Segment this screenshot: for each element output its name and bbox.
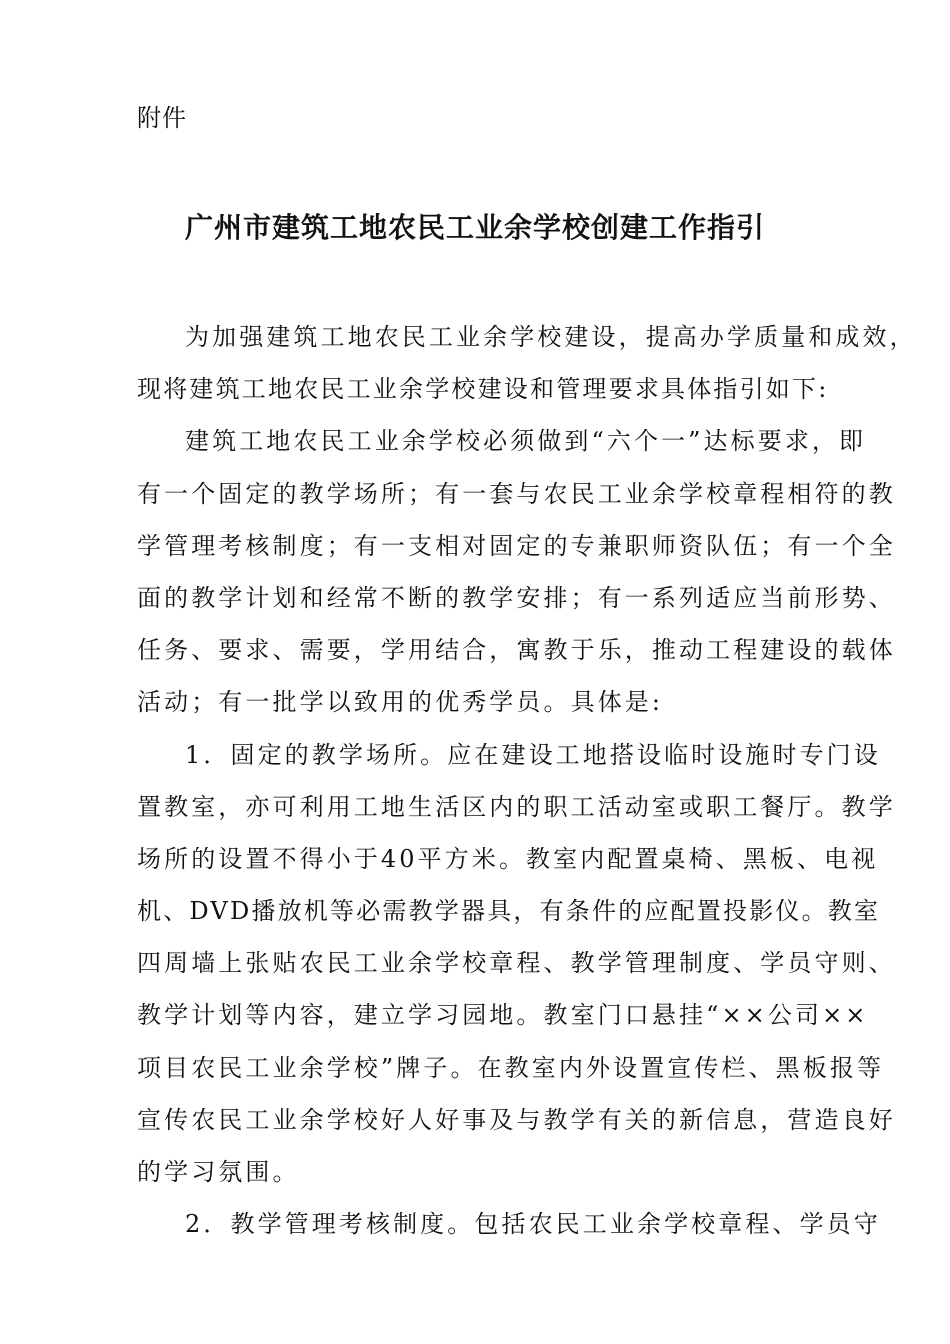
paragraph-line: 学管理考核制度；有一支相对固定的专兼职师资队伍；有一个全 (137, 531, 896, 560)
paragraph-line: 现将建筑工地农民工业余学校建设和管理要求具体指引如下: (137, 375, 829, 404)
paragraph-line: 2．教学管理考核制度。包括农民工业余学校章程、学员守 (185, 1210, 881, 1239)
document-title: 广州市建筑工地农民工业余学校创建工作指引 (184, 211, 765, 244)
paragraph-line: 教学计划等内容，建立学习园地。教室门口悬挂“××公司×× (137, 1001, 869, 1030)
paragraph-line: 置教室，亦可利用工地生活区内的职工活动室或职工餐厅。教学 (137, 792, 896, 821)
paragraph-line: 四周墙上张贴农民工业余学校章程、教学管理制度、学员守则、 (137, 949, 896, 978)
paragraph-line: 活动；有一批学以致用的优秀学员。具体是: (137, 688, 664, 717)
paragraph-line: 宣传农民工业余学校好人好事及与教学有关的新信息，营造良好 (137, 1105, 896, 1134)
document-body (137, 311, 917, 1250)
paragraph-line: 面的教学计划和经常不断的教学安排；有一系列适应当前形势、 (137, 583, 896, 612)
paragraph-line: 为加强建筑工地农民工业余学校建设，提高办学质量和成效， (185, 323, 917, 351)
paragraph-line: 1．固定的教学场所。应在建设工地搭设临时设施时专门设 (185, 740, 881, 769)
paragraph-line: 建筑工地农民工业余学校必须做到“六个一”达标要求，即 (185, 427, 867, 456)
paragraph-line: 项目农民工业余学校”牌子。在教室内外设置宣传栏、黑板报等 (137, 1053, 885, 1082)
paragraph-line: 场所的设置不得小于40平方米。教室内配置桌椅、黑板、电视 (137, 844, 879, 873)
attachment-label: 附件 (137, 104, 187, 132)
paragraph-line: 机、DVD播放机等必需教学器具，有条件的应配置投影仪。教室 (137, 897, 881, 926)
paragraph-line: 任务、要求、需要，学用结合，寓教于乐，推动工程建设的载体 (137, 636, 896, 665)
paragraph-line: 的学习氛围。 (137, 1158, 300, 1186)
paragraph-line: 有一个固定的教学场所；有一套与农民工业余学校章程相符的教 (137, 479, 896, 508)
